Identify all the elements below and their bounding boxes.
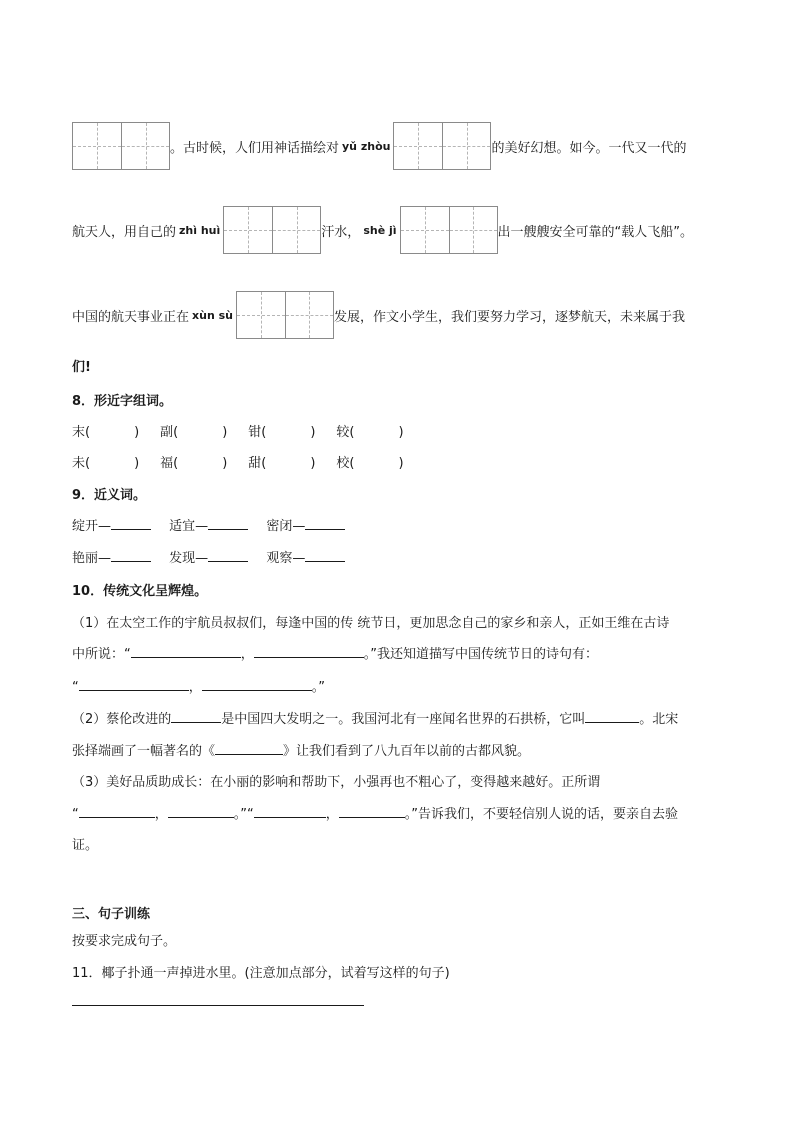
q10-part-2-line-b: 张择端画了一幅著名的《 》让我们看到了八九百年以前的古都风貌。 [72,740,530,759]
answer-blank[interactable] [111,547,151,562]
tianzige-box[interactable] [223,206,321,254]
q10-part-3-line-a: （3）美好品质助成长：在小丽的影响和帮助下，小强再也不粗心了，变得越来越好。正所谓 [72,775,601,790]
passage-text: 出一艘艘安全可靠的“载人飞船”。 [497,224,694,240]
q9-row-1 [72,515,359,534]
passage-text: 的美好幻想。如今。一代又一代的 [491,140,687,156]
answer-blank[interactable] [111,515,151,530]
word-pair-item[interactable]: 末( ) [72,425,140,440]
passage-line-1 [72,122,686,170]
passage-text: 汗水， [321,224,361,240]
word-pair-item[interactable]: 钳( ) [248,425,316,440]
answer-blank[interactable] [339,803,405,818]
pinyin-label: shè jì [363,223,397,237]
passage-text: 发展，作文小学生，我们要努力学习，逐梦航天，未来属于我 [333,309,685,325]
answer-blank[interactable] [208,515,248,530]
answer-blank[interactable] [215,740,283,755]
q10-part-1-line-c: “ ， 。” [72,676,325,695]
answer-blank[interactable] [254,803,326,818]
answer-blank[interactable] [208,547,248,562]
synonym-word: 发现— [169,551,209,566]
word-pair-item[interactable]: 未( ) [72,456,140,471]
answer-blank[interactable] [168,803,234,818]
answer-blank[interactable] [171,708,221,723]
synonym-word: 密闭— [266,519,306,534]
q9-row-2 [72,547,359,566]
q8-row-1 [72,421,420,440]
passage-text: 航天人，用自己的 [72,224,177,240]
answer-blank[interactable] [305,547,345,562]
answer-blank[interactable] [131,643,241,658]
answer-blank[interactable] [305,515,345,530]
passage-line-3 [72,291,685,339]
answer-line[interactable] [72,1005,364,1006]
answer-blank[interactable] [585,708,639,723]
tianzige-box[interactable] [72,122,170,170]
question-11-title: 11．椰子扑通一声掉进水里。(注意加点部分，试着写这样的句子) [72,966,450,981]
tianzige-box[interactable] [400,206,498,254]
tianzige-box[interactable] [236,291,334,339]
q10-part-1-line-a: （1）在太空工作的宇航员叔叔们，每逢中国的传 统节日，更加思念自己的家乡和亲人，正如王维在古诗 [72,616,670,631]
synonym-word: 艳丽— [72,551,112,566]
word-pair-item[interactable]: 校( ) [336,456,404,471]
pinyin-label: yǔ zhòu [342,139,391,153]
question-10-title: 10．传统文化呈辉煌。 [72,584,208,599]
word-pair-item[interactable]: 甜( ) [248,456,316,471]
section-instruction: 按要求完成句子。 [72,934,177,949]
q10-part-1-line-b: 中所说：“ ， 。”我还知道描写中国传统节日的诗句有： [72,643,598,662]
answer-blank[interactable] [202,676,312,691]
passage-text: 。古时候，人们用神话描绘对 [170,140,340,156]
passage-line-2 [72,206,693,254]
word-pair-item[interactable]: 副( ) [160,425,228,440]
q10-part-3-line-b: “ ， 。”“ ， 。”告诉我们，不要轻信别人说的话，要亲自去验 [72,803,678,822]
synonym-word: 绽开— [72,519,112,534]
q10-part-3-line-c: 证。 [72,838,99,853]
answer-blank[interactable] [254,643,364,658]
synonym-word: 观察— [266,551,306,566]
question-8-title: 8．形近字组词。 [72,394,173,409]
synonym-word: 适宜— [169,519,209,534]
question-9-title: 9．近义词。 [72,488,147,503]
word-pair-item[interactable]: 较( ) [336,425,404,440]
word-pair-item[interactable]: 福( ) [160,456,228,471]
passage-text: 中国的航天事业正在 [72,309,190,325]
tianzige-box[interactable] [393,122,491,170]
pinyin-label: zhì huì [179,223,221,237]
q10-part-2-line-a: （2）蔡伦改进的 是中国四大发明之一。我国河北有一座闻名世界的石拱桥，它叫 。北宋 [72,708,678,727]
answer-blank[interactable] [79,803,155,818]
section-heading: 三、句子训练 [72,907,151,922]
q8-row-2 [72,452,420,471]
passage-line-4: 们! [72,360,91,375]
pinyin-label: xùn sù [192,308,233,322]
answer-blank[interactable] [79,676,189,691]
